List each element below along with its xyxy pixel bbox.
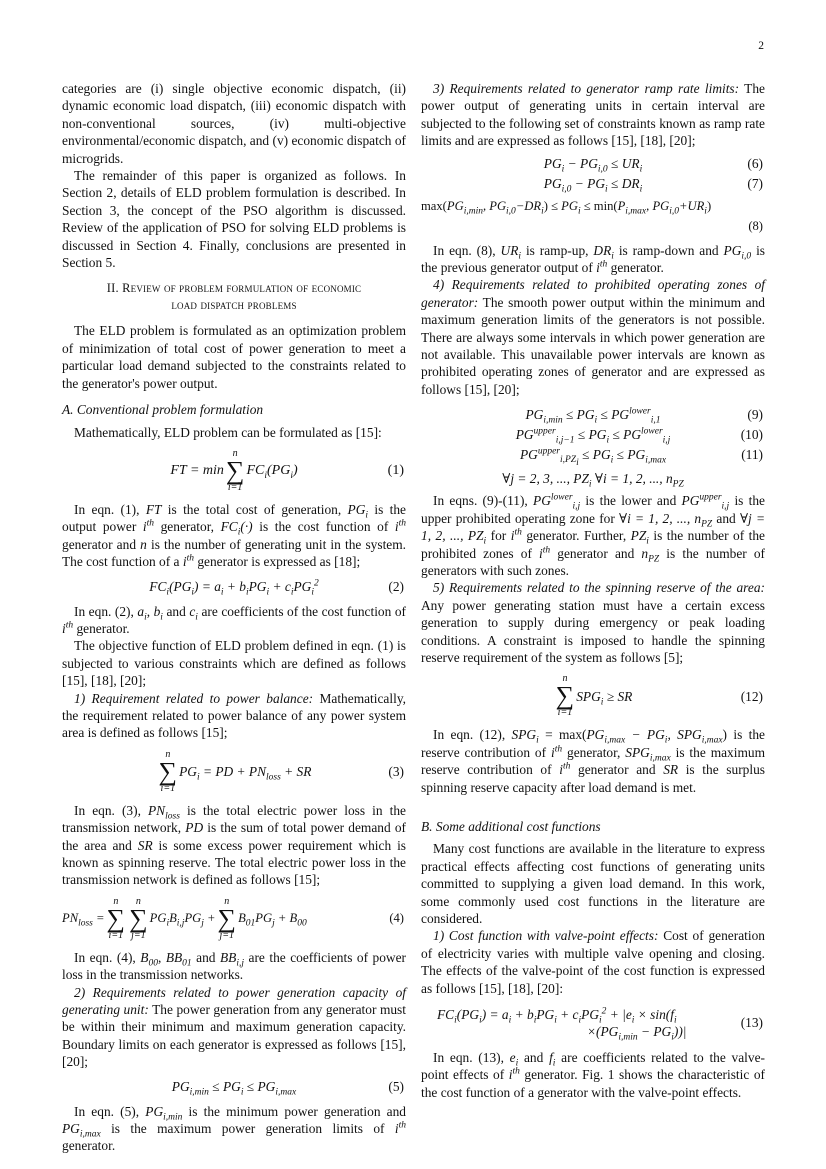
subsection-heading-b: B. Some additional cost functions <box>421 818 601 834</box>
page-number: 2 <box>758 40 764 52</box>
constraint-2-title: 2) Requirements related to power generation capacity of generating unit: <box>62 984 406 1018</box>
paragraph-eq8-explanation: In eqn. (8), $UR_i$ is ramp-up, $DR_i$ is ramp-down and $PG_{i,0}$ is the previous generator output of $i^{th}$ generator. <box>421 242 766 276</box>
right-column <box>421 80 765 1101</box>
equation-8: $\max(PG_{i,min}$, $PG_{i,0}-DR_i) \le PG_i \le \min(P_{i,max}$, $PG_{i,0}+UR_i$) (8) <box>421 198 765 238</box>
equation-4: $PN_{loss}$ = n ∑ i=1 n ∑ j=1 $PG_iB_{i,j}PG_j$ + n ∑ j=1 $B_{01}PG_j + B_{00}$ (4) <box>62 895 404 941</box>
equations-6-7 <box>421 154 765 194</box>
equation-9: $PG_{i,min} \le PG_i \le PG^{lower}_{i,1}$ (9) <box>525 406 763 426</box>
paragraph-eq13-explanation: In eqn. (13), $e_i$ and $f_i$ are coefficients related to the valve-point effects of $i^{th}$ generator. Fig. 1 shows the characteristic of the cost function of a generator with the valve-point effects. <box>421 1050 765 1100</box>
paragraph-eq1-explanation: In eqn. (1), FT is the total cost of generation, $PG_i$ is the output power $i^{th}$ generator, $FC_i(\cdot)$ is the cost function of $i^{th}$ generator and n is the number of generating unit in the system. The cost function of a $i^{th}$ generator is expressed as [18]; <box>62 501 407 570</box>
paragraph-eq9-11-explanation: In eqns. (9)-(11), $PG^{lower}_{i,j}$ is the lower and $PG^{upper}_{i,j}$ is the upper prohibited operating zone for ∀i = 1, 2, ..., $n_{PZ}$ and ∀j = 1, 2, ..., $PZ_i$ for $i^{th}$ generator. Further, $PZ_i$ is the number of the prohibited zones of $i^{th}$ generator and $n_{PZ}$ is the number of generators with such zones. <box>421 492 766 578</box>
equation-11: $PG^{upper}_{i,PZ_i} \le PG_i \le PG_{i,max}$ (11) <box>519 446 763 469</box>
paragraph-generation-capacity: 2) Requirements related to power generation capacity of generating unit: The power generation from any generator must be within their minimum and maximum generation capacity. Boundary limits on each generator is expressed as follows [15], [20]; <box>62 984 406 1070</box>
equation-zone-domain: ∀j = 2, 3, ..., $PZ_i$ ∀i = 1, 2, ..., $n_{PZ}$ <box>502 470 684 490</box>
equation-7: $PG_{i,0} - PG_i \le DR_i$ (7) <box>543 175 763 195</box>
left-column <box>62 80 406 1155</box>
equation-2-number: (2) <box>388 578 404 594</box>
paragraph-valve-point: 1) Cost function with valve-point effects: Cost of generation of electricity varies with multiple valve opening and closing. The effects of the valve-point of the cost function is expressed as follows [15], [18], [20]: <box>421 928 765 996</box>
paragraph-power-balance: 1) Requirement related to power balance: Mathematically, the requirement related to power balance of any power system area is defined as follows [15]; <box>62 690 406 741</box>
paragraph-spinning-reserve: 5) Requirements related to the spinning reserve of the area: Any power generating station must have a certain excess generation to supply during emergency or peak loading conditions. A constraint is imposed to handle the spinning reserve requirement of the system as follows [5]; <box>421 580 765 665</box>
paragraph-eq5-explanation: In eqn. (5), $PG_{i,min}$ is the minimum power generation and $PG_{i,max}$ is the maximum power generation limits of $i^{th}$ generator. <box>62 1103 406 1154</box>
paragraph-additional-costs: Many cost functions are available in the literature to express practical effects affecting cost functions of generating units committed to supplying a given load demand. In this work, some commonly used cost functions in the literature are considered. <box>421 841 765 926</box>
paragraph-prohibited-zones: 4) Requirements related to prohibited operating zones of generator: The smooth power output within the minimum and maximum generation limits of the generators is not possible. There are always some intervals in which power generation are not available. This unavailable power intervals are known as prohibited operating zones of generator and are expressed as follows [15], [20]; <box>421 277 765 397</box>
cost-function-1-title: 1) Cost function with valve-point effects: <box>433 928 659 944</box>
equation-1: FT = min n ∑ i=1 $FC_i(PG_i)$ (1) <box>170 447 404 493</box>
constraint-4-title: 4) Requirements related to prohibited operating zones of generator: <box>421 277 765 310</box>
equation-2: $FC_i(PG_i) = a_i + b_iPG_i + c_iPG_i^2$ (2) <box>149 578 404 598</box>
equation-8-number: (8) <box>748 218 763 233</box>
equations-9-11 <box>421 404 765 488</box>
constraint-1-title: 1) Requirement related to power balance: <box>74 690 314 706</box>
equation-6: $PG_i - PG_{i,0} \le UR_i$ (6) <box>543 155 763 175</box>
equation-1-number: (1) <box>387 463 404 479</box>
equation-7-number: (7) <box>747 175 763 191</box>
constraint-5-title: 5) Requirements related to the spinning reserve of the area: <box>433 580 765 596</box>
equation-4-number: (4) <box>389 911 404 926</box>
equation-13-number: (13) <box>740 1015 763 1031</box>
equation-10-number: (10) <box>740 426 763 442</box>
equation-13: $FC_i(PG_i) = a_i + b_iPG_i + c_iPG_i^2 + |e_i \times \sin(f_i$ $\times(PG_{i,min} - PG_i))|$ (13) <box>437 1006 763 1043</box>
paragraph-formulation: Mathematically, ELD problem can be formulated as [15]: <box>74 424 382 440</box>
paragraph-eq4-explanation: In eqn. (4), $B_{00}$, $BB_{01}$ and $BB_{i,j}$ are the coefficients of power loss in the transmission networks. <box>62 949 407 983</box>
paragraph-eld-intro: The ELD problem is formulated as an optimization problem of minimization of total cost of power generation to meet a particular load demand subjected to the constraints related to the generator's power output. <box>62 323 406 391</box>
equation-5-number: (5) <box>388 1078 404 1094</box>
equation-12: n ∑ i=1 $SPG_i$ ≥ SR (12) <box>555 673 763 719</box>
equation-10: $PG^{upper}_{i,j-1} \le PG_i \le PG^{lower}_{i,j}$ (10) <box>515 426 763 446</box>
section-heading-2 <box>62 280 406 314</box>
paragraph-eq2-explanation: In eqn. (2), $a_i$, $b_i$ and $c_i$ are coefficients of the cost function of $i^{th}$ generator. <box>62 603 407 636</box>
subsection-heading-a: A. Conventional problem formulation <box>62 402 264 418</box>
equation-9-number: (9) <box>747 406 763 422</box>
constraint-3-title: 3) Requirements related to generator ramp rate limits: <box>433 81 740 96</box>
paragraph-constraints-intro: The objective function of ELD problem defined in eqn. (1) is subjected to various constraints which are defined as follows [15], [18], [20]; <box>62 638 406 689</box>
equation-12-number: (12) <box>740 688 763 704</box>
equation-11-number: (11) <box>741 446 763 462</box>
section-heading-2-line1: II. Review of problem formulation of economic <box>106 281 362 296</box>
paragraph-eq3-explanation: In eqn. (3), $PN_{loss}$ is the total electric power loss in the transmission network, PD is the sum of total power demand of the area and SR is some excess power requirement which is known as spinning reserve. The total electric power loss in the transmission network is defined as follows [15]; <box>62 802 407 888</box>
paragraph-eq12-explanation: In eqn. (12), $SPG_i = \max(PG_{i,max} - PG_i$, $SPG_{i,max}$) is the reserve contribution of $i^{th}$ generator, $SPG_{i,max}$ is the maximum reserve contribution of $i^{th}$ generator and SR is the surplus spinning reserve capacity after load demand is met. <box>421 727 765 795</box>
equation-3-number: (3) <box>388 764 404 780</box>
paragraph-categories: categories are (i) single objective economic dispatch, (ii) dynamic economic load dispatch, (iii) economic dispatch with non-conventional sources, (iv) multi-objective environmental/economic dispatch, and (v) economic dispatch of microgrids. <box>62 81 406 166</box>
equation-3: n ∑ i=1 $PG_i$ = PD + $PN_{loss}$ + SR (3) <box>158 748 404 794</box>
paragraph-ramp-rate: 3) Requirements related to generator ramp rate limits: The power output of generating units in certain interval are subjected to the following set of constraints known as ramp rate limits and are expressed as follows [15], [18], [20]; <box>421 81 765 149</box>
equation-5: $PG_{i,min} \le PG_i \le PG_{i,max}$ (5) <box>171 1078 404 1098</box>
paragraph-organization: The remainder of this paper is organized as follows. In Section 2, details of ELD problem formulation is described. In Section 3, the concept of the PSO algorithm is discussed. Review of the application of PSO for solving ELD problems is discussed in Section 4. Finally, conclusions are presented in Section 5. <box>62 168 406 271</box>
section-heading-2-line2: load dispatch problems <box>171 298 297 313</box>
equation-6-number: (6) <box>747 155 763 171</box>
